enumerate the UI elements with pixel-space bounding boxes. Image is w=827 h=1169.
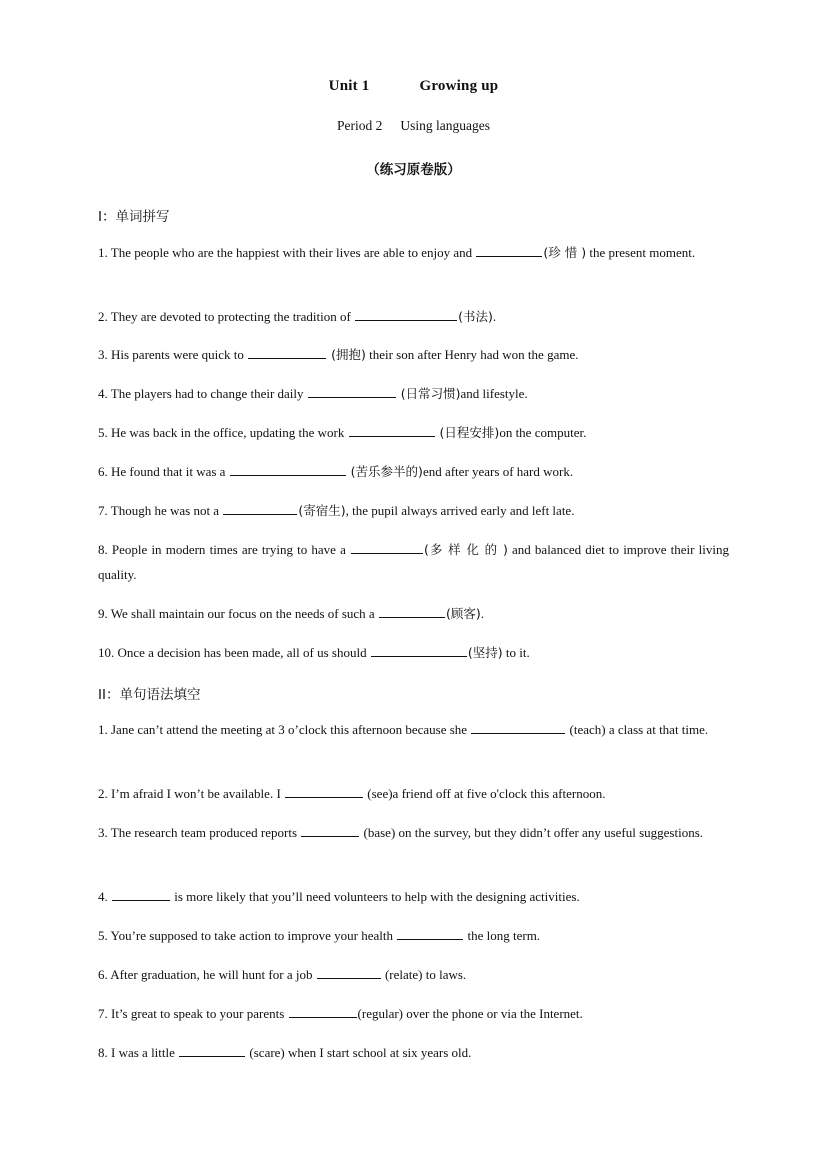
period-line bbox=[0, 118, 827, 134]
answer-blank[interactable] bbox=[308, 385, 396, 398]
answer-blank[interactable] bbox=[349, 424, 435, 437]
s2-question-7: 7. It’s great to speak to your parents (regular) over the phone or via the Internet. bbox=[98, 1006, 583, 1021]
s1-question-2: 2. They are devoted to protecting the tradition of (书法). bbox=[98, 309, 497, 324]
answer-blank[interactable] bbox=[379, 605, 445, 618]
answer-blank[interactable] bbox=[476, 244, 542, 257]
answer-blank[interactable] bbox=[371, 644, 467, 657]
s2-question-1: 1. Jane can’t attend the meeting at 3 o’clock this afternoon because she (teach) a class at that time. bbox=[98, 722, 709, 737]
answer-blank[interactable] bbox=[397, 927, 463, 940]
section-2-title: II：单句语法填空 bbox=[98, 687, 201, 703]
s2-question-6: 6. After graduation, he will hunt for a job (relate) to laws. bbox=[98, 967, 467, 982]
s1-question-7: 7. Though he was not a (寄宿生), the pupil always arrived early and left late. bbox=[98, 503, 575, 518]
answer-blank[interactable] bbox=[112, 888, 170, 901]
answer-blank[interactable] bbox=[289, 1005, 357, 1018]
answer-blank[interactable] bbox=[351, 541, 423, 554]
unit-topic: Growing up bbox=[419, 78, 499, 94]
answer-blank[interactable] bbox=[285, 785, 363, 798]
s1-question-5: 5. He was back in the office, updating the work (日程安排)on the computer. bbox=[98, 425, 587, 440]
answer-blank[interactable] bbox=[179, 1044, 245, 1057]
answer-blank[interactable] bbox=[230, 463, 346, 476]
s1-question-10: 10. Once a decision has been made, all of us should (坚持) to it. bbox=[98, 645, 530, 660]
s2-question-4: 4. is more likely that you’ll need volunteers to help with the designing activities. bbox=[98, 889, 580, 904]
answer-blank[interactable] bbox=[471, 721, 565, 734]
unit-title bbox=[0, 78, 827, 95]
s1-question-9: 9. We shall maintain our focus on the needs of such a (顾客). bbox=[98, 606, 484, 621]
s2-question-3: 3. The research team produced reports (base) on the survey, but they didn’t offer any useful suggestions. bbox=[98, 825, 704, 840]
lesson-name: Using languages bbox=[400, 118, 490, 133]
answer-blank[interactable] bbox=[301, 824, 359, 837]
unit-number: Unit 1 bbox=[328, 78, 370, 94]
s2-question-8: 8. I was a little (scare) when I start school at six years old. bbox=[98, 1045, 472, 1060]
s1-question-8: 8. People in modern times are trying to have a (多 样 化 的 ) and balanced diet to improve their living quality. bbox=[98, 542, 729, 582]
answer-blank[interactable] bbox=[223, 502, 297, 515]
s1-question-6: 6. He found that it was a (苦乐参半的)end after years of hard work. bbox=[98, 464, 574, 479]
s2-question-5: 5. You’re supposed to take action to improve your health the long term. bbox=[98, 928, 541, 943]
answer-blank[interactable] bbox=[248, 346, 326, 359]
s1-question-1: 1. The people who are the happiest with their lives are able to enjoy and (珍 惜 ) the present moment. bbox=[98, 245, 696, 260]
answer-blank[interactable] bbox=[355, 308, 457, 321]
period-number: Period 2 bbox=[337, 118, 383, 133]
answer-blank[interactable] bbox=[317, 966, 381, 979]
section-1-title: I：单词拼写 bbox=[98, 209, 170, 225]
version-label: （练习原卷版） bbox=[366, 162, 461, 178]
s2-question-2: 2. I’m afraid I won’t be available. I (see)a friend off at five o'clock this afternoon. bbox=[98, 786, 606, 801]
s1-question-4: 4. The players had to change their daily (日常习惯)and lifestyle. bbox=[98, 386, 528, 401]
s1-question-3: 3. His parents were quick to (拥抱) their son after Henry had won the game. bbox=[98, 347, 579, 362]
